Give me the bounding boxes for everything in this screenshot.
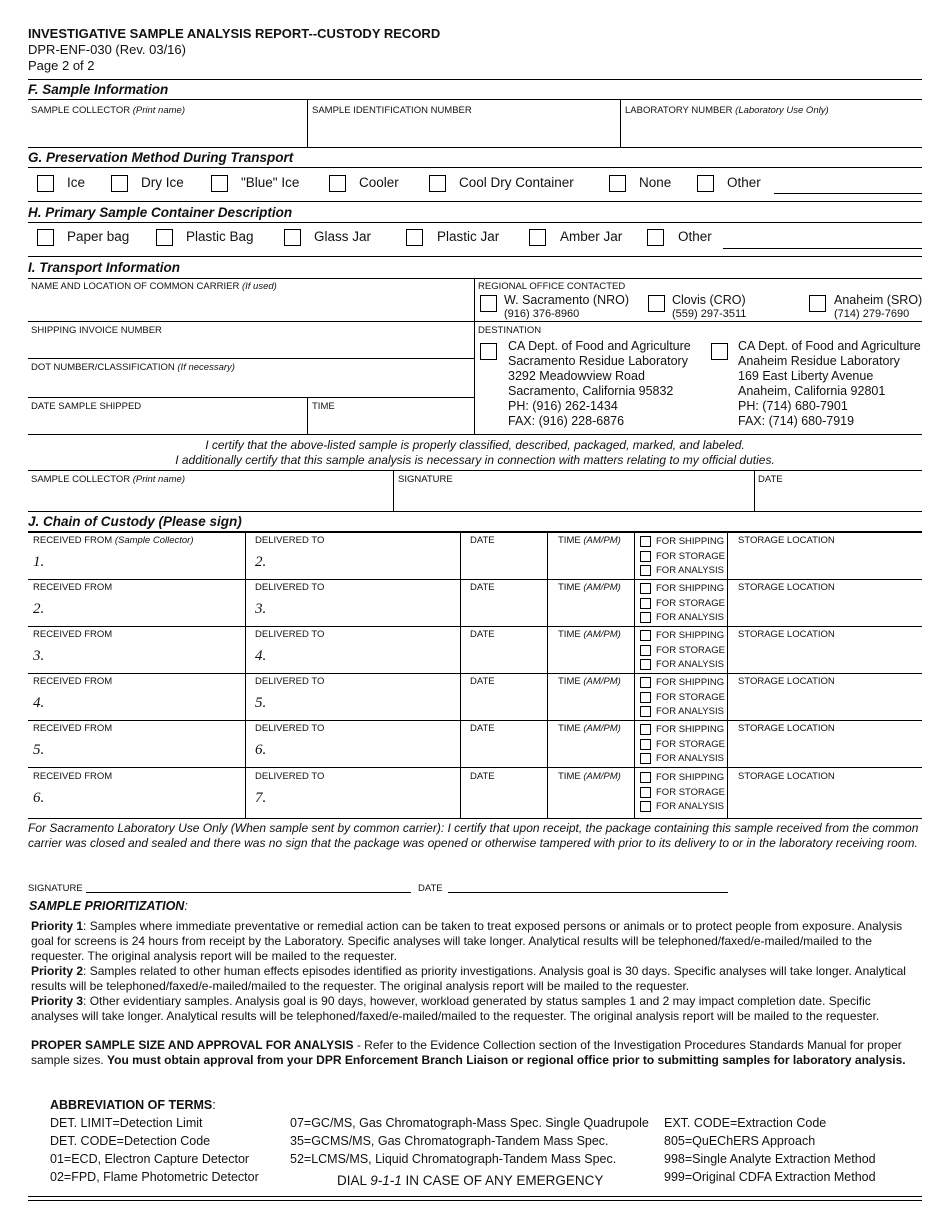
purpose-label: FOR STORAGE: [656, 597, 725, 609]
purpose-label: FOR ANALYSIS: [656, 753, 724, 764]
anaheim-checkbox[interactable]: [809, 295, 826, 312]
prioritization-title: SAMPLE PRIORITIZATION:: [29, 899, 188, 913]
ice-checkbox[interactable]: [37, 175, 54, 192]
abbreviations-col-3: EXT. CODE=Extraction Code 805=QuEChERS Approach 998=Single Analyte Extraction Method 999=Original CDFA Extraction Method: [664, 1116, 876, 1184]
purpose-checkbox[interactable]: [640, 753, 651, 764]
sacramento-lab-checkbox[interactable]: [480, 343, 497, 360]
other-container-label: Other: [678, 229, 712, 244]
delivered-to-number[interactable]: 4.: [255, 648, 267, 664]
received-from-label: RECEIVED FROM: [33, 676, 113, 687]
purpose-checkbox[interactable]: [640, 659, 651, 670]
purpose-label: FOR SHIPPING: [656, 583, 725, 594]
cooler-checkbox[interactable]: [329, 175, 346, 192]
purpose-checkbox[interactable]: [640, 724, 651, 735]
certify-collector-label: SAMPLE COLLECTOR (Print name): [31, 474, 185, 485]
purpose-label: FOR ANALYSIS: [656, 612, 724, 623]
purpose-label: FOR SHIPPING: [656, 772, 725, 783]
delivered-to-label: DELIVERED TO: [255, 771, 325, 782]
purpose-label: FOR SHIPPING: [656, 536, 725, 547]
destination-label: DESTINATION: [478, 325, 542, 336]
custody-date-label: DATE: [470, 582, 495, 593]
purpose-checkbox[interactable]: [640, 739, 651, 750]
abbreviations-col-2: 07=GC/MS, Gas Chromatograph-Mass Spec. Single Quadrupole 35=GCMS/MS, Gas Chromatograph-Tandem Mass Spec. 52=LCMS/MS, Liquid Chromatograph-Tandem Mass Spec.: [290, 1116, 649, 1166]
anaheim-lab-address: CA Dept. of Food and Agriculture Anaheim Residue Laboratory 169 East Liberty Avenue Anaheim, California 92801 PH: (714) 680-7901 FAX: (714) 680-7919: [738, 339, 921, 428]
form-number: DPR-ENF-030 (Rev. 03/16): [28, 42, 186, 57]
form-title: INVESTIGATIVE SAMPLE ANALYSIS REPORT--CUSTODY RECORD: [28, 26, 441, 41]
other-container-checkbox[interactable]: [647, 229, 664, 246]
lab-date-field[interactable]: [448, 892, 728, 893]
other-container-field[interactable]: [723, 248, 922, 249]
proper-sample-size: PROPER SAMPLE SIZE AND APPROVAL FOR ANALYSIS - Refer to the Evidence Collection section of the Investigation Procedures Standards Manual for proper sample sizes. You must obtain approval from your DPR Enforcement Branch Liaison or regional office prior to submitting samples for laboratory analysis.: [31, 1038, 906, 1067]
custody-time-label: TIME (AM/PM): [558, 582, 621, 593]
other-preservation-checkbox[interactable]: [697, 175, 714, 192]
certify-statement: I certify that the above-listed sample is properly classified, described, packaged, marked, and labeled. I additionally certify that this sample analysis is necessary in connection with matters relating to my official duties.: [175, 438, 775, 467]
purpose-label: FOR SHIPPING: [656, 630, 725, 641]
date-shipped-label: DATE SAMPLE SHIPPED: [31, 401, 142, 412]
w-sacramento-checkbox[interactable]: [480, 295, 497, 312]
purpose-label: FOR SHIPPING: [656, 724, 725, 735]
regional-office-label: REGIONAL OFFICE CONTACTED: [478, 281, 626, 292]
certify-signature-label: SIGNATURE: [398, 474, 453, 485]
form-header: [28, 26, 440, 74]
custody-date-label: DATE: [470, 629, 495, 640]
emergency-notice: DIAL 9-1-1 IN CASE OF ANY EMERGENCY: [337, 1173, 604, 1188]
delivered-to-label: DELIVERED TO: [255, 629, 325, 640]
custody-time-label: TIME (AM/PM): [558, 676, 621, 687]
purpose-checkbox[interactable]: [640, 801, 651, 812]
storage-location-label: STORAGE LOCATION: [738, 535, 835, 546]
ice-label: Ice: [67, 175, 86, 190]
received-from-label: RECEIVED FROM: [33, 629, 113, 640]
invoice-label: SHIPPING INVOICE NUMBER: [31, 325, 162, 336]
sample-collector-label: SAMPLE COLLECTOR (Print name): [31, 105, 185, 116]
abbreviations-col-1: DET. LIMIT=Detection Limit DET. CODE=Detection Code 01=ECD, Electron Capture Detector 02=FPD, Flame Photometric Detector: [50, 1116, 259, 1184]
amber-jar-checkbox[interactable]: [529, 229, 546, 246]
custody-date-label: DATE: [470, 723, 495, 734]
cooler-label: Cooler: [359, 175, 399, 190]
anaheim-phone: (714) 279-7690: [834, 308, 910, 320]
purpose-label: FOR ANALYSIS: [656, 706, 724, 717]
plastic-jar-label: Plastic Jar: [437, 229, 500, 244]
cool-dry-container-checkbox[interactable]: [429, 175, 446, 192]
purpose-label: FOR STORAGE: [656, 691, 725, 703]
carrier-label: NAME AND LOCATION OF COMMON CARRIER (If used): [31, 281, 277, 292]
plastic-bag-label: Plastic Bag: [186, 229, 254, 244]
w-sacramento-phone: (916) 376-8960: [504, 308, 580, 320]
received-from-label: RECEIVED FROM: [33, 723, 113, 734]
custody-date-label: DATE: [470, 771, 495, 782]
purpose-checkbox[interactable]: [640, 692, 651, 703]
lab-number-label: LABORATORY NUMBER (Laboratory Use Only): [625, 105, 829, 116]
purpose-checkbox[interactable]: [640, 551, 651, 562]
section-j-title: J. Chain of Custody (Please sign): [28, 514, 242, 529]
custody-time-label: TIME (AM/PM): [558, 771, 621, 782]
sample-id-label: SAMPLE IDENTIFICATION NUMBER: [312, 105, 472, 116]
abbreviations-title: ABBREVIATION OF TERMS:: [50, 1098, 216, 1112]
custody-date-label: DATE: [470, 676, 495, 687]
page-number: Page 2 of 2: [28, 58, 95, 73]
dry-ice-checkbox[interactable]: [111, 175, 128, 192]
purpose-label: FOR SHIPPING: [656, 677, 725, 688]
purpose-checkbox[interactable]: [640, 612, 651, 623]
section-h-title: H. Primary Sample Container Description: [28, 205, 293, 220]
lab-use-statement: For Sacramento Laboratory Use Only (When sample sent by common carrier): I certify that upon receipt, the package containing this sample received from the common carrier was closed and sealed and there was no sign that the package was opened or otherwise tampered with prior to its delivery to or in the laboratory receiving room.: [28, 821, 919, 850]
paper-bag-checkbox[interactable]: [37, 229, 54, 246]
dry-ice-label: Dry Ice: [141, 175, 184, 190]
custody-date-label: DATE: [470, 535, 495, 546]
purpose-checkbox[interactable]: [640, 630, 651, 641]
priority-1: Priority 1: Samples where immediate preventative or remedial action can be taken to treat exposed persons or animals or to protect people from exposure. Analysis goal for screens is 24 hours from receipt by the Laboratory. Specific analyses will take longer. Analytical results will be telephoned/faxed/e-mailed/mailed to the requester. The original analysis report will be mailed to the requester.: [31, 919, 903, 963]
anaheim-name: Anaheim (SRO): [834, 293, 923, 307]
purpose-checkbox[interactable]: [640, 772, 651, 783]
other-preservation-label: Other: [727, 175, 761, 190]
priority-3: Priority 3: Other evidentiary samples. Analysis goal is 90 days, however, workload generated by status samples 1 and 2 may impact completion date. Specific analyses will take longer. Analytical results will be telephoned/faxed/e-mailed/mailed to the requester. The original analysis report will be mailed to the requester.: [31, 994, 880, 1023]
none-checkbox[interactable]: [609, 175, 626, 192]
delivered-to-label: DELIVERED TO: [255, 723, 325, 734]
purpose-checkbox[interactable]: [640, 598, 651, 609]
received-from-label: RECEIVED FROM (Sample Collector): [33, 535, 194, 546]
time-shipped-label: TIME: [312, 401, 335, 412]
received-from-number[interactable]: 6.: [33, 790, 45, 806]
storage-location-label: STORAGE LOCATION: [738, 771, 835, 782]
cool-dry-container-label: Cool Dry Container: [459, 175, 574, 190]
blue-ice-checkbox[interactable]: [211, 175, 228, 192]
delivered-to-number[interactable]: 7.: [255, 790, 267, 806]
custody-time-label: TIME (AM/PM): [558, 629, 621, 640]
section-f-title: F. Sample Information: [28, 82, 169, 97]
received-from-label: RECEIVED FROM: [33, 582, 113, 593]
purpose-checkbox[interactable]: [640, 536, 651, 547]
delivered-to-number[interactable]: 3.: [255, 601, 267, 617]
delivered-to-number[interactable]: 2.: [255, 554, 267, 570]
other-preservation-field[interactable]: [774, 193, 922, 194]
custody-time-label: TIME (AM/PM): [558, 723, 621, 734]
plastic-bag-checkbox[interactable]: [156, 229, 173, 246]
dot-label: DOT NUMBER/CLASSIFICATION (If necessary): [31, 362, 235, 373]
delivered-to-label: DELIVERED TO: [255, 676, 325, 687]
received-from-number[interactable]: 1.: [33, 554, 45, 570]
glass-jar-label: Glass Jar: [314, 229, 372, 244]
received-from-number[interactable]: 5.: [33, 742, 45, 758]
purpose-checkbox[interactable]: [640, 565, 651, 576]
purpose-label: FOR ANALYSIS: [656, 565, 724, 576]
blue-ice-label: "Blue" Ice: [241, 175, 300, 190]
purpose-checkbox[interactable]: [640, 677, 651, 688]
storage-location-label: STORAGE LOCATION: [738, 582, 835, 593]
section-i-title: I. Transport Information: [28, 260, 181, 275]
amber-jar-label: Amber Jar: [560, 229, 623, 244]
purpose-label: FOR STORAGE: [656, 738, 725, 750]
delivered-to-number[interactable]: 5.: [255, 695, 267, 711]
paper-bag-label: Paper bag: [67, 229, 130, 244]
purpose-checkbox[interactable]: [640, 645, 651, 656]
received-from-number[interactable]: 2.: [33, 601, 45, 617]
purpose-label: FOR STORAGE: [656, 644, 725, 656]
received-from-number[interactable]: 4.: [33, 695, 45, 711]
clovis-name: Clovis (CRO): [672, 293, 746, 307]
w-sacramento-name: W. Sacramento (NRO): [504, 293, 630, 307]
purpose-checkbox[interactable]: [640, 787, 651, 798]
received-from-number[interactable]: 3.: [33, 648, 45, 664]
section-g-title: G. Preservation Method During Transport: [28, 150, 294, 165]
storage-location-label: STORAGE LOCATION: [738, 676, 835, 687]
clovis-phone: (559) 297-3511: [672, 308, 747, 320]
custody-time-label: TIME (AM/PM): [558, 535, 621, 546]
purpose-label: FOR ANALYSIS: [656, 659, 724, 670]
lab-date-label: DATE: [418, 883, 443, 894]
sacramento-lab-address: CA Dept. of Food and Agriculture Sacramento Residue Laboratory 3292 Meadowview Road Sacramento, California 95832 PH: (916) 262-1434 FAX: (916) 228-6876: [508, 339, 691, 428]
delivered-to-label: DELIVERED TO: [255, 582, 325, 593]
lab-signature-label: SIGNATURE: [28, 883, 83, 894]
none-label: None: [639, 175, 672, 190]
purpose-label: FOR STORAGE: [656, 550, 725, 562]
purpose-checkbox[interactable]: [640, 706, 651, 717]
purpose-label: FOR STORAGE: [656, 786, 725, 798]
glass-jar-checkbox[interactable]: [284, 229, 301, 246]
plastic-jar-checkbox[interactable]: [406, 229, 423, 246]
received-from-label: RECEIVED FROM: [33, 771, 113, 782]
priority-2: Priority 2: Samples related to other human effects episodes identified as priority investigations. Analysis goal is 30 days. Specific analyses will take longer. Analytical results will be telephoned/faxed/e-mailed/mailed to the requester. The original analysis report will be mailed to the requester.: [31, 964, 906, 993]
certify-date-label: DATE: [758, 474, 783, 485]
delivered-to-label: DELIVERED TO: [255, 535, 325, 546]
delivered-to-number[interactable]: 6.: [255, 742, 267, 758]
lab-signature-field[interactable]: [86, 892, 411, 893]
storage-location-label: STORAGE LOCATION: [738, 629, 835, 640]
purpose-checkbox[interactable]: [640, 583, 651, 594]
purpose-label: FOR ANALYSIS: [656, 801, 724, 812]
anaheim-lab-checkbox[interactable]: [711, 343, 728, 360]
storage-location-label: STORAGE LOCATION: [738, 723, 835, 734]
clovis-checkbox[interactable]: [648, 295, 665, 312]
